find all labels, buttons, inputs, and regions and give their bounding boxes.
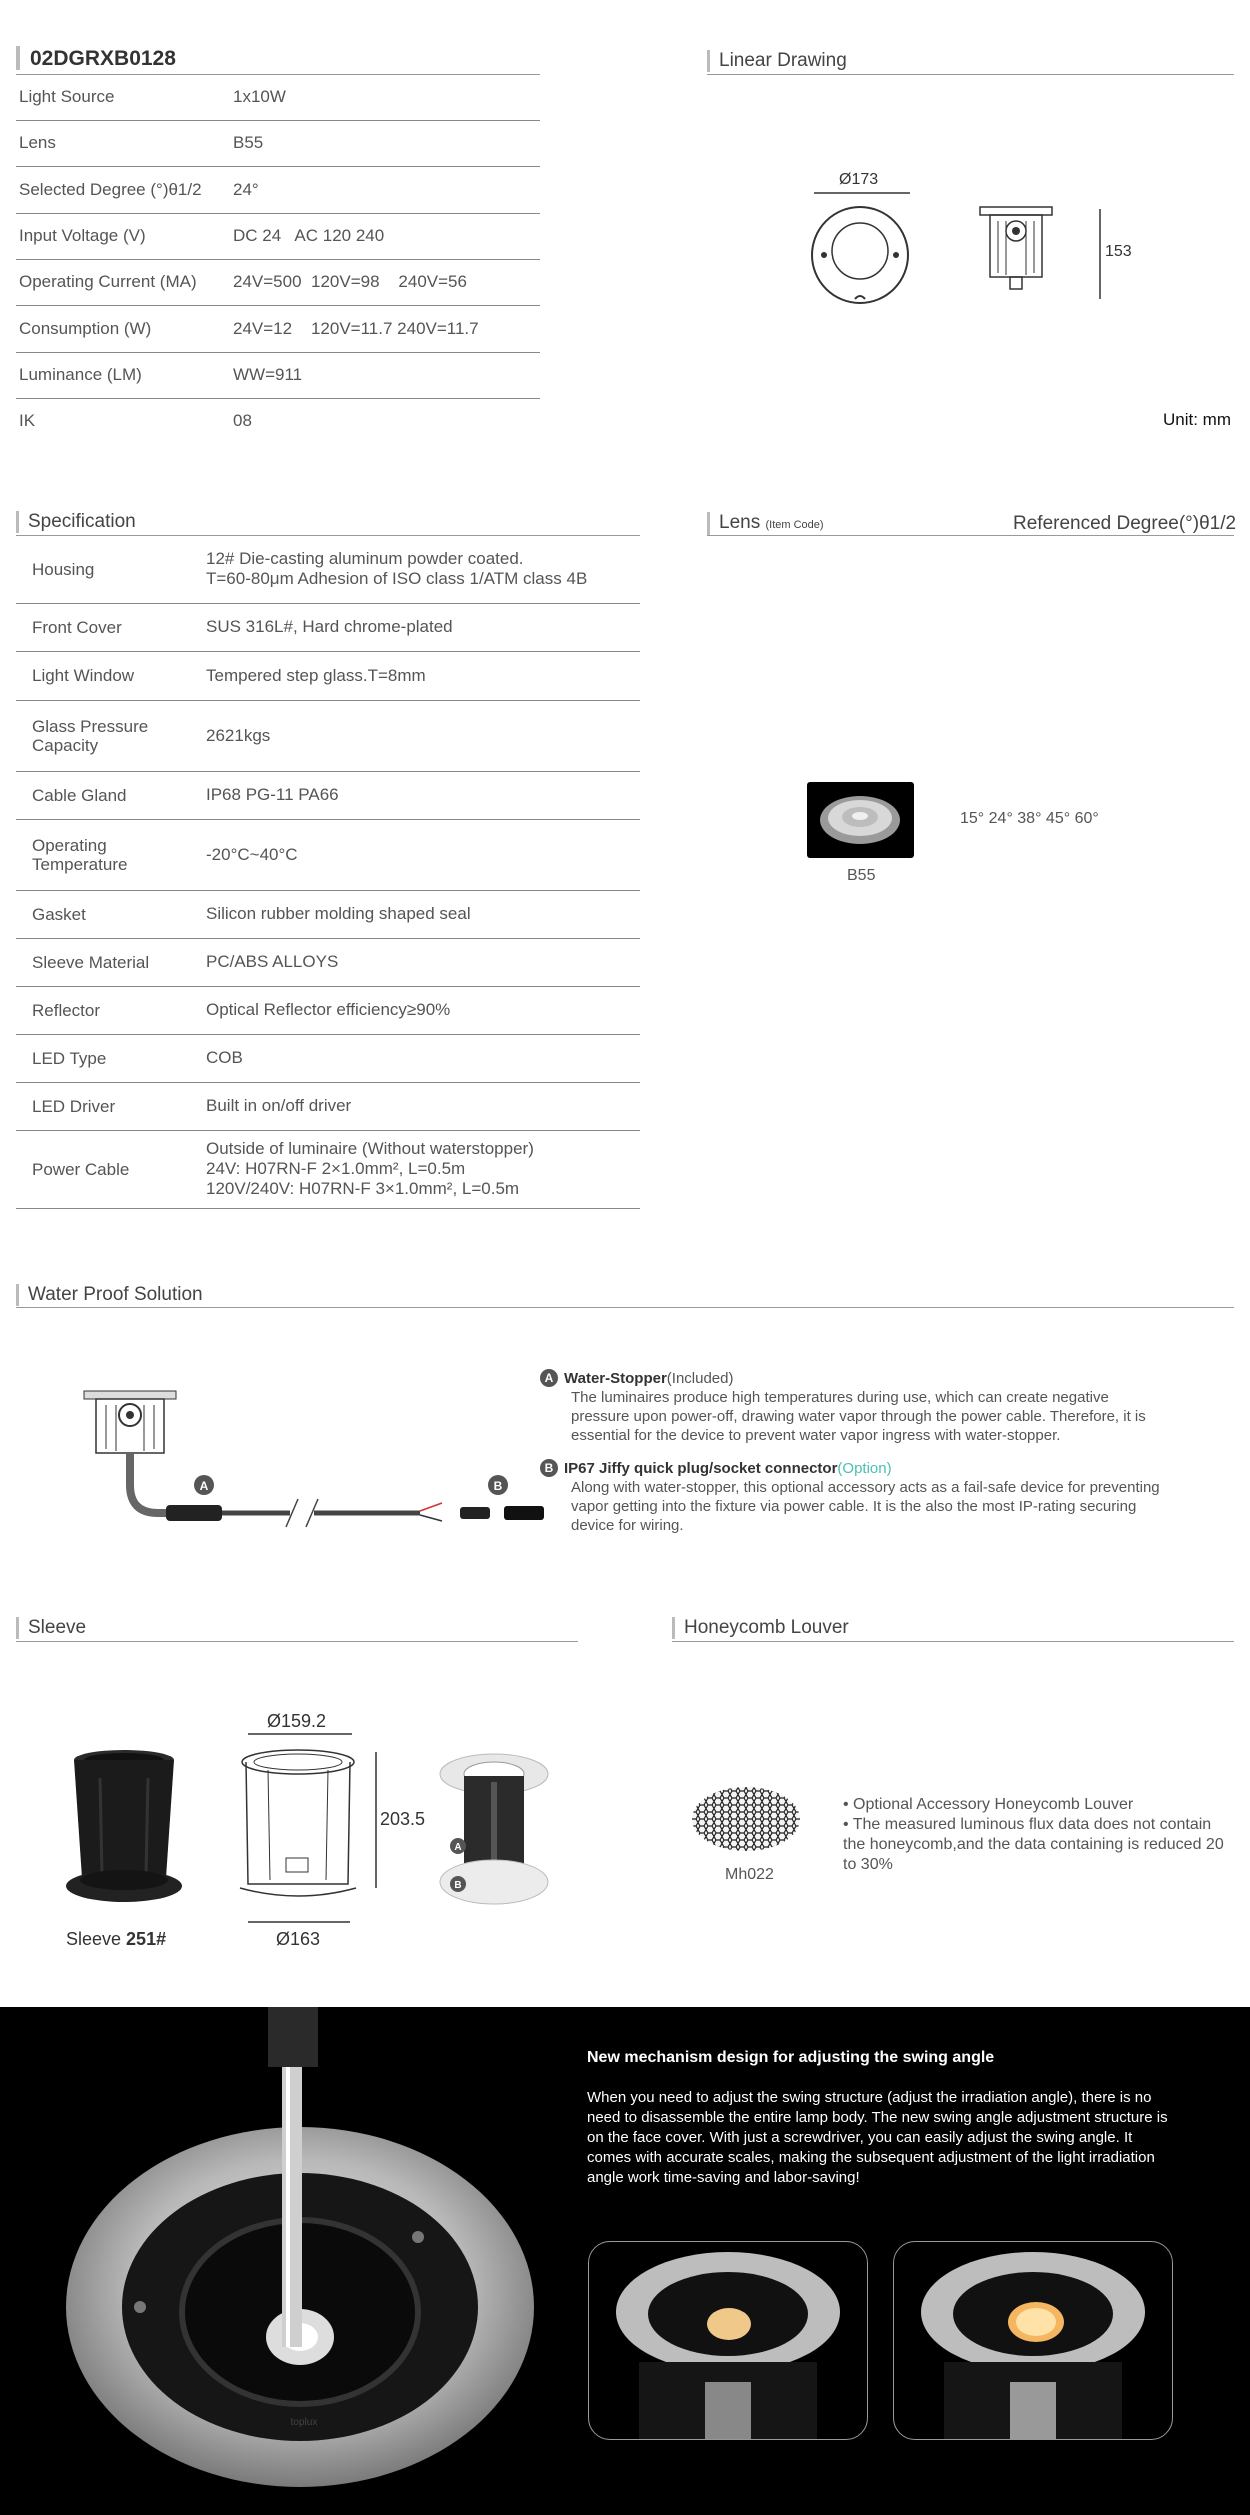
lens-image <box>807 782 914 858</box>
spec-summary-row <box>16 306 540 353</box>
spec-label: Cable Gland <box>32 786 127 805</box>
lens-title-small: (Item Code) <box>765 519 824 531</box>
water-stopper-block <box>540 1369 1170 1535</box>
spec-label: LED Driver <box>32 1097 116 1116</box>
row-value: 24V=12 120V=11.7 240V=11.7 <box>233 318 479 338</box>
spec-summary-row <box>16 167 540 214</box>
spec-label: Glass Pressure Capacity <box>32 717 149 755</box>
waterproof-title: Water Proof Solution <box>16 1284 203 1306</box>
sleeve-caption-prefix: Sleeve <box>66 1929 127 1949</box>
spec-label: Front Cover <box>32 618 122 637</box>
spec-label: LED Type <box>32 1049 107 1068</box>
divider <box>672 1641 1234 1642</box>
water-stopper-suffix: (Included) <box>666 1370 734 1387</box>
spec-summary-row <box>16 259 540 306</box>
spec-value: 2621kgs <box>206 726 271 745</box>
row-label: Luminance (LM) <box>19 364 142 384</box>
specification-row <box>16 1082 640 1131</box>
sleeve-drawing <box>238 1730 398 1930</box>
spec-summary-row <box>16 74 540 121</box>
connector-heading <box>540 1459 1170 1478</box>
swing-text: When you need to adjust the swing structure (adjust the irradiation angle), there is no need to disassemble the entire lamp body. The new swing angle adjustment structure is on the face cover. With just a screwdriver, you can easily adjust the swing angle. It comes with accurate scales, making the subsequent adjustment of the light irradiation angle work time-saving and labor-saving! <box>587 2089 1168 2186</box>
honeycomb-item-code: Mh022 <box>725 1866 774 1883</box>
row-label: Lens <box>19 133 56 153</box>
diameter-label: Ø173 <box>839 171 879 188</box>
row-label: Consumption (W) <box>19 318 152 338</box>
waterproof-diagram <box>80 1385 550 1560</box>
row-label: Operating Current (MA) <box>19 272 197 292</box>
spec-value: Built in on/off driver <box>206 1096 352 1115</box>
honeycomb-louver-image <box>690 1784 802 1854</box>
honeycomb-note-2: • The measured luminous flux data does not contain the honeycomb,and the data containing is reduced 20 to 30% <box>843 1816 1224 1873</box>
row-value: 24V=500 120V=98 240V=56 <box>233 272 467 292</box>
specification-row <box>16 819 640 891</box>
swing-title: New mechanism design for adjusting the swing angle <box>587 2049 995 2066</box>
spec-label: Reflector <box>32 1001 101 1020</box>
linear-drawing-title: Linear Drawing <box>707 50 847 72</box>
unit-label: Unit: mm <box>1163 410 1231 429</box>
connector-text: Along with water-stopper, this optional accessory acts as a fail-safe device for preventing vapor getting into the fixture via power cable. It is the also the most IP-rating securing device for wiring. <box>571 1479 1160 1534</box>
spec-label: Light Window <box>32 666 135 685</box>
spec-value: Outside of luminaire (Without waterstopper) 24V: H07RN-F 2×1.0mm², L=0.5m 120V/240V: H07RN-F 3×1.0mm², L=0.5m <box>206 1139 534 1198</box>
row-value: WW=911 <box>233 364 303 384</box>
sleeve-bottom-dimension: Ø163 <box>276 1929 321 1949</box>
row-value: 1x10W <box>233 87 286 106</box>
spec-label: Sleeve Material <box>32 953 150 972</box>
spec-label: Gasket <box>32 905 86 924</box>
sleeve-title: Sleeve <box>16 1617 86 1639</box>
spec-value: Tempered step glass.T=8mm <box>206 666 426 685</box>
divider <box>16 1307 1234 1308</box>
row-label: Light Source <box>19 87 115 106</box>
svg-text:A: A <box>454 1842 462 1853</box>
specification-row <box>16 890 640 939</box>
specification-row <box>16 535 640 604</box>
lens-title <box>707 512 824 536</box>
specification-row <box>16 771 640 820</box>
spec-value: Silicon rubber molding shaped seal <box>206 904 471 923</box>
lens-title-text: Lens <box>719 512 761 533</box>
specification-row <box>16 700 640 772</box>
row-label: IK <box>19 411 36 431</box>
sleeve-assembly-image <box>436 1752 552 1912</box>
row-value: DC 24 AC 120 240 <box>233 225 385 245</box>
specification-row <box>16 651 640 701</box>
referenced-degree-title: Referenced Degree(°)θ1/2 <box>1013 513 1237 534</box>
spec-summary-row <box>16 352 540 399</box>
specification-row <box>16 938 640 987</box>
badge-b: B <box>540 1459 558 1477</box>
spec-label: Operating Temperature <box>32 836 128 874</box>
spec-value: SUS 316L#, Hard chrome-plated <box>206 617 453 636</box>
spec-value: -20°C~40°C <box>206 845 298 864</box>
spec-summary-row <box>16 213 540 260</box>
svg-text:B: B <box>493 1479 503 1493</box>
row-value: 08 <box>233 411 252 431</box>
svg-text:B: B <box>454 1880 462 1891</box>
spec-summary-row <box>16 120 540 167</box>
spec-value: 12# Die-casting aluminum powder coated. T=60-80μm Adhesion of ISO class 1/ATM class 4B <box>206 549 588 588</box>
honeycomb-notes <box>843 1795 1231 1875</box>
spec-value: IP68 PG-11 PA66 <box>206 785 339 804</box>
spec-value: COB <box>206 1048 243 1067</box>
row-label: Input Voltage (V) <box>19 225 146 245</box>
specification-row <box>16 603 640 652</box>
svg-text:A: A <box>199 1479 209 1493</box>
lamp-photo-honeycomb <box>893 2241 1173 2440</box>
sleeve-height-dimension: 203.5 <box>380 1809 426 1829</box>
divider <box>16 1641 578 1642</box>
spec-summary-row <box>16 398 540 444</box>
badge-a: A <box>540 1369 558 1387</box>
connector-title: IP67 Jiffy quick plug/socket connector <box>564 1460 838 1477</box>
row-value: B55 <box>233 133 264 153</box>
sleeve-caption-model: 251# <box>126 1929 167 1949</box>
spec-value: Optical Reflector efficiency≥90% <box>206 1000 451 1019</box>
brand-text: toplux <box>290 2417 318 2428</box>
lens-item-code: B55 <box>847 867 876 884</box>
divider <box>707 535 1234 536</box>
row-value: 24° <box>233 179 259 199</box>
divider <box>707 74 1234 75</box>
water-stopper-title: Water-Stopper <box>564 1370 667 1387</box>
honeycomb-note-1: • Optional Accessory Honeycomb Louver <box>843 1796 1134 1813</box>
model-code-text: 02DGRXB0128 <box>30 47 176 70</box>
spec-value: PC/ABS ALLOYS <box>206 952 339 971</box>
row-label: Selected Degree (°)θ1/2 <box>19 179 202 199</box>
specification-row <box>16 1034 640 1083</box>
water-stopper-text: The luminaires produce high temperatures during use, which can create negative pressure upon power-off, drawing water vapor through the power cable. Therefore, it is essential for the device to prevent water vapor ingress with water-stopper. <box>571 1389 1146 1444</box>
model-code <box>16 46 544 70</box>
sleeve-caption <box>66 1929 166 1950</box>
sleeve-photo <box>66 1748 182 1908</box>
specification-title: Specification <box>16 511 136 533</box>
lens-degrees: 15° 24° 38° 45° 60° <box>960 810 1099 827</box>
spec-label: Power Cable <box>32 1160 130 1179</box>
swing-angle-section <box>0 2007 1250 2515</box>
height-label: 153 <box>1105 243 1132 260</box>
lamp-with-screwdriver-photo <box>60 2007 540 2497</box>
connector-suffix: (Option) <box>837 1460 892 1477</box>
spec-label: Housing <box>32 560 95 579</box>
honeycomb-title: Honeycomb Louver <box>672 1617 849 1639</box>
specification-row <box>16 1130 640 1209</box>
specification-row <box>16 986 640 1035</box>
sleeve-top-dimension: Ø159.2 <box>267 1711 327 1731</box>
lamp-photo-warm <box>588 2241 868 2440</box>
water-stopper-heading <box>540 1369 1170 1388</box>
